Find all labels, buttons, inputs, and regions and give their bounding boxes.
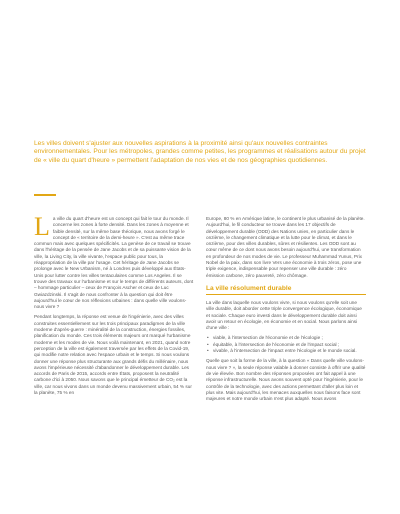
intro-lead-text: Les villes doivent s'ajuster aux nouvelles aspirations à la proximité ainsi qu'aux nouvelles contraintes environnementales. Pour les métropoles, grandes comme petites, les programmes et réalisations autour du projet de « ville du quart d'heure » permettent l'adaptation de nos vies et de nos géographies quotidiennes. <box>34 140 366 164</box>
body-paragraph: Europe, 80 % en Amérique latine, le continent le plus urbanisé de la planète. Aujourd'hui, le fil conducteur se trouve dans les 17 objectifs de développement durable (ODD) des Nations unies, en particulier dans le onzième, le changement climatique et la lutte pour le climat, et dans le onzième, pour des villes durables, sûres et résilientes. Les ODD sont au cœur même de ce dont nous avons besoin aujourd'hui, une transformation en profondeur de nos modes de vie. Le professeur Muhammad Yunus, Prix Nobel de la paix, dans son livre Vers une économie à trois zéros, pose une triple exigence, indispensable pour repenser une ville durable : zéro émission carbone, zéro pauvreté, zéro chômage. <box>206 216 365 278</box>
list-item: • vivable, à l'intersection de l'impact entre l'écologie et le monde social. <box>206 348 366 354</box>
list-item: • viable, à l'intersection de l'économie et de l'écologie ; <box>206 335 366 341</box>
intro-divider <box>34 194 56 196</box>
body-paragraph: Pendant longtemps, la réponse est venue de l'ingénierie, avec des villes construites essentiellement sur les trois principaux paradigmes de la ville moderne d'après-guerre : minéralité de la construction, énergies fossiles, planification du monde. Ces trois éléments majeurs ont marqué l'urbanisme moderne et les modes de vie. Nous voilà maintenant, en 2021, quand notre perception de la ville est également traversée par les effets de la Covid-19, qui modifie notre relation avec l'espace urbain et le temps. Si nous voulons donner une réponse plus structurante aux grands défis du millénaire, nous avons l'impérieuse nécessité d'abandonner le développement durable. Les accords de Paris de 2015, accords entre États, proposent la neutralité carbone d'ici à 2050. Nous savons que le principal émetteur de CO₂ est la ville, car nous vivons dans un monde devenu massivement urbain, 54 % sur la planète, 75 % en <box>34 314 192 396</box>
opening-paragraph-text: a ville du quart d'heure est un concept qui fait le tour du monde. Il concerne les zones à forte densité. Dans les zones à moyenne et faible densité, sur la même base théorique, nous avons forgé le concept de « territoire de la demi-heure ». C'est au même trace commun mais avec quelques spécificités. La genèse de ce travail se trouve dans l'héritage de la pensée de Jane Jacobs et de sa puissante vision de la ville, la Living City, la ville vivante, l'espace public pour tous, la réappropriation de la ville par l'usage. Cet héritage de Jane Jacobs se prolonge avec le New Urbanism, né à Londres puis développé aux États-Unis pour lutter contre les villes tentaculaires comme Los Angeles. Il se trouve des travaux sur l'urbanisme et sur le temps de différents auteurs, dont – hommage particulier – ceux de François Ascher et ceux de Luc Gwiazdzinski. Il s'agit de nous confronter à la question qui doit être aujourd'hui le cœur de nos réflexions urbaines : dans quelle ville voulons-nous vivre ? <box>34 216 194 310</box>
drop-cap: L <box>34 212 50 241</box>
right-column <box>206 216 366 406</box>
bullet-list <box>206 335 366 354</box>
section-divider <box>206 294 366 295</box>
opening-paragraph <box>34 212 194 310</box>
list-item: • équitable, à l'intersection de l'économie et de l'impact social ; <box>206 342 366 348</box>
section-heading: La ville résolument durable <box>206 284 292 292</box>
body-paragraph: Quelle que soit la forme de la ville, à la question « Dans quelle ville voulons-nous vivre ? », la seule réponse valable à donner consiste à offrir une qualité de vie élevée. Bon nombre des réponses proposées ont fait appel à une réponse infrastructurelle. Nous avons souvent opté pour l'ingénierie, pour le contrôle de la technologie, avec des actions permettant d'aller plus loin et plus vite. Mais aujourd'hui, les menaces auxquelles nous faisons face sont majeures et notre monde urbain n'est plus adapté. Nous avons <box>206 358 366 402</box>
body-paragraph: La ville dans laquelle nous voulons vivre, si nous voulons qu'elle soit une ville durable, doit aborder cette triple convergence écologique, économique et sociale. Chaque euro investi dans le développement durable doit ainsi avoir un retour en écologie, en économie et en social. Nous parlons ainsi d'une ville : <box>206 299 362 331</box>
left-column <box>34 212 194 400</box>
